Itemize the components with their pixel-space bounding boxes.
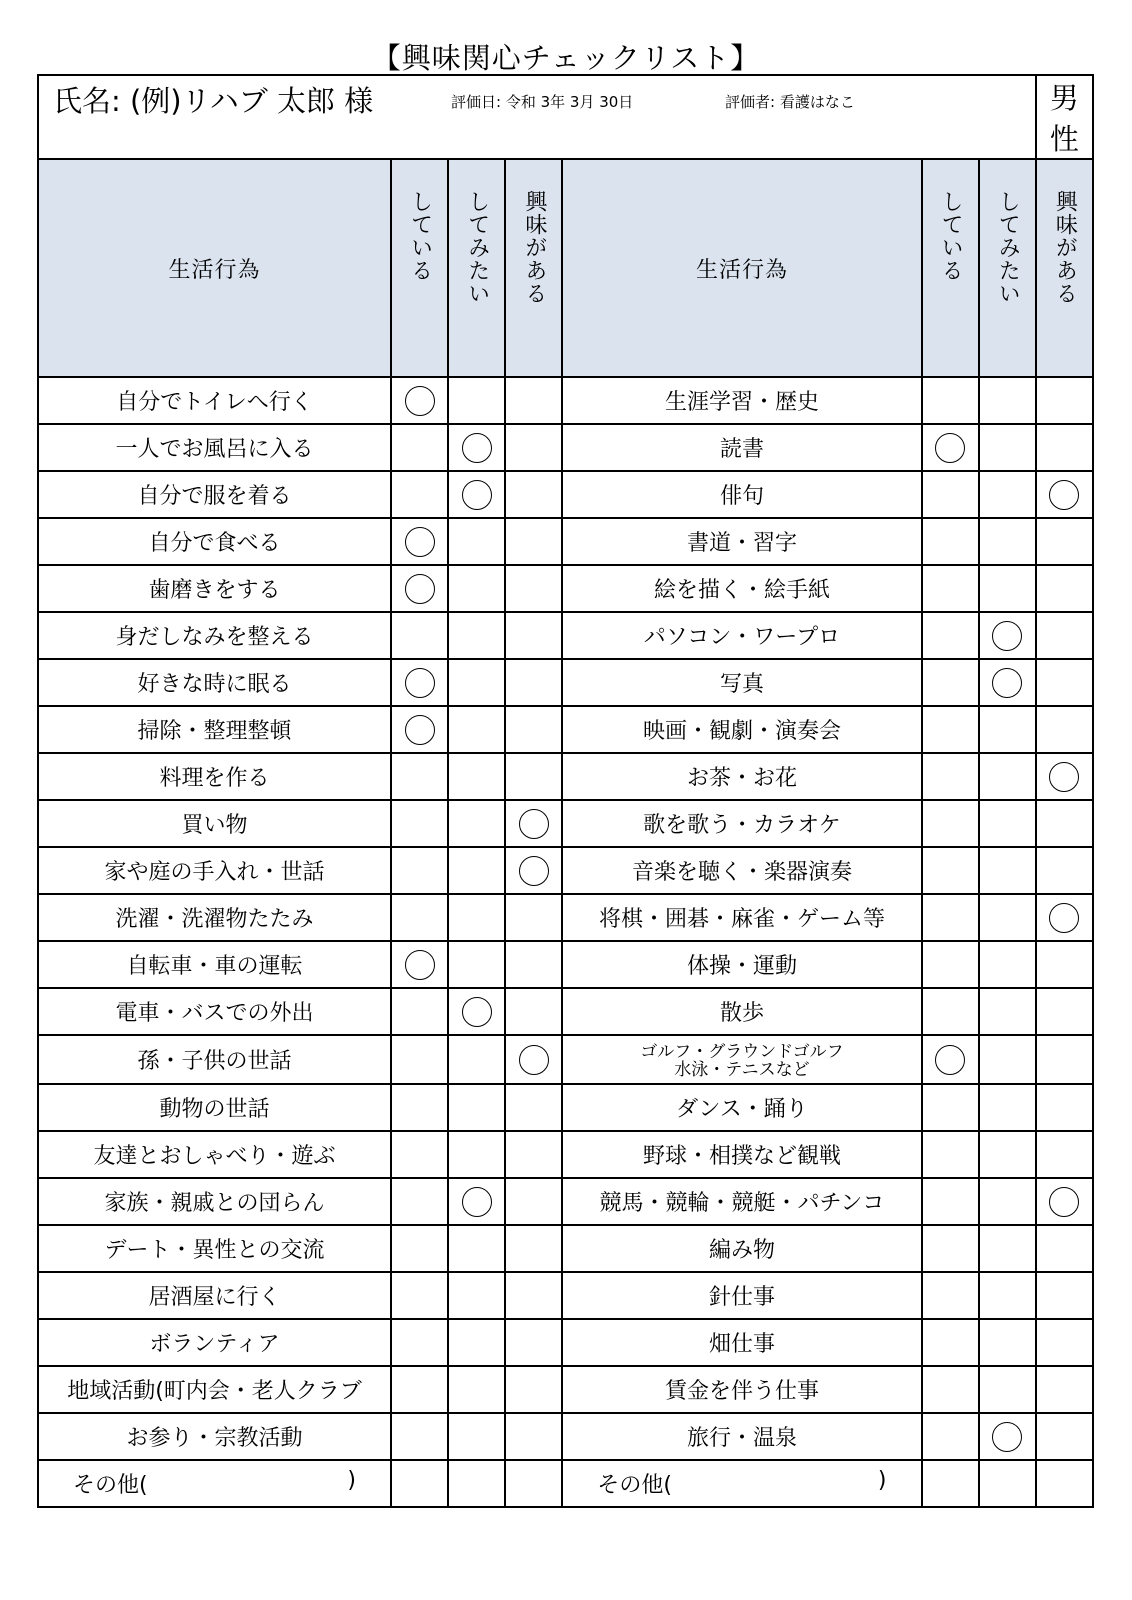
activity-label: 将棋・囲碁・麻雀・ゲーム等 — [562, 894, 921, 941]
doing-check-cell[interactable] — [922, 1178, 979, 1225]
activity-label: 地域活動(町内会・老人クラブ — [38, 1366, 391, 1413]
activity-label: 読書 — [562, 424, 921, 471]
activity-label: 自転車・車の運転 — [38, 941, 391, 988]
table-row — [38, 941, 1093, 988]
want-check-cell[interactable] — [448, 1178, 505, 1225]
want-check-cell[interactable] — [979, 1319, 1036, 1366]
interest-check-cell[interactable] — [1036, 1413, 1093, 1460]
want-check-cell[interactable] — [979, 894, 1036, 941]
activity-label: 音楽を聴く・楽器演奏 — [562, 847, 921, 894]
doing-check-cell[interactable] — [391, 1035, 448, 1084]
doing-check-cell[interactable] — [391, 1225, 448, 1272]
interest-check-cell[interactable] — [1036, 894, 1093, 941]
want-check-cell[interactable] — [979, 1084, 1036, 1131]
doing-check-cell[interactable] — [922, 471, 979, 518]
want-check-cell[interactable] — [979, 988, 1036, 1035]
interest-check-cell[interactable] — [505, 377, 562, 424]
header-row — [38, 159, 1093, 377]
want-check-cell[interactable] — [448, 988, 505, 1035]
doing-check-cell[interactable] — [391, 612, 448, 659]
circle-mark-icon — [1049, 480, 1079, 510]
activity-label: ボランティア — [38, 1319, 391, 1366]
interest-check-cell[interactable] — [505, 1319, 562, 1366]
interest-check-cell[interactable] — [505, 659, 562, 706]
table-row — [38, 659, 1093, 706]
want-header-label: してみたい — [995, 190, 1021, 305]
table-row — [38, 988, 1093, 1035]
want-check-cell[interactable] — [979, 1366, 1036, 1413]
activity-label: パソコン・ワープロ — [562, 612, 921, 659]
want-check-cell[interactable] — [448, 612, 505, 659]
want-check-cell[interactable] — [979, 1035, 1036, 1084]
doing-check-cell[interactable] — [391, 941, 448, 988]
doing-check-cell[interactable] — [391, 1413, 448, 1460]
want-check-cell[interactable] — [979, 565, 1036, 612]
circle-mark-icon — [462, 480, 492, 510]
interest-check-cell[interactable] — [1036, 1272, 1093, 1319]
interest-check-cell[interactable] — [505, 753, 562, 800]
interest-check-cell[interactable] — [505, 424, 562, 471]
interest-header-left — [505, 159, 562, 377]
doing-check-cell[interactable] — [391, 565, 448, 612]
activity-label: 買い物 — [38, 800, 391, 847]
doing-check-cell[interactable] — [922, 1413, 979, 1460]
doing-check-cell[interactable] — [391, 1178, 448, 1225]
doing-header-label: している — [407, 190, 433, 282]
interest-header-right — [1036, 159, 1093, 377]
interest-check-cell[interactable] — [1036, 1319, 1093, 1366]
circle-mark-icon — [519, 856, 549, 886]
want-check-cell[interactable] — [979, 659, 1036, 706]
activity-label — [562, 1460, 921, 1507]
doing-check-cell[interactable] — [391, 518, 448, 565]
want-check-cell[interactable] — [448, 1413, 505, 1460]
doing-check-cell[interactable] — [391, 1460, 448, 1507]
table-row — [38, 1272, 1093, 1319]
doing-check-cell[interactable] — [391, 1319, 448, 1366]
activity-label-line1: ゴルフ・グラウンドゴルフ — [640, 1041, 844, 1062]
want-check-cell[interactable] — [979, 1131, 1036, 1178]
table-row — [38, 1413, 1093, 1460]
circle-mark-icon — [405, 386, 435, 416]
activity-label: 動物の世話 — [38, 1084, 391, 1131]
doing-header-left — [391, 159, 448, 377]
want-header-left — [448, 159, 505, 377]
activity-label: 賃金を伴う仕事 — [562, 1366, 921, 1413]
activity-label: 俳句 — [562, 471, 921, 518]
want-check-cell[interactable] — [979, 753, 1036, 800]
want-check-cell[interactable] — [448, 565, 505, 612]
want-check-cell[interactable] — [448, 424, 505, 471]
activity-label: 電車・バスでの外出 — [38, 988, 391, 1035]
interest-check-cell[interactable] — [505, 1131, 562, 1178]
doing-check-cell[interactable] — [922, 659, 979, 706]
want-check-cell[interactable] — [979, 1413, 1036, 1460]
interest-check-cell[interactable] — [505, 706, 562, 753]
activity-label: 写真 — [562, 659, 921, 706]
evaluation-date: 評価日: 令和 3年 3月 30日 — [451, 93, 634, 111]
interest-check-cell[interactable] — [1036, 1225, 1093, 1272]
table-row — [38, 847, 1093, 894]
doing-check-cell[interactable] — [922, 1272, 979, 1319]
circle-mark-icon — [992, 668, 1022, 698]
want-check-cell[interactable] — [448, 1272, 505, 1319]
activity-label: 友達とおしゃべり・遊ぶ — [38, 1131, 391, 1178]
interest-check-cell[interactable] — [1036, 424, 1093, 471]
interest-check-cell[interactable] — [1036, 1460, 1093, 1507]
doing-check-cell[interactable] — [391, 471, 448, 518]
doing-check-cell[interactable] — [922, 1225, 979, 1272]
activity-label: お参り・宗教活動 — [38, 1413, 391, 1460]
doing-check-cell[interactable] — [391, 377, 448, 424]
doing-check-cell[interactable] — [922, 1084, 979, 1131]
interest-check-cell[interactable] — [505, 565, 562, 612]
want-check-cell[interactable] — [979, 612, 1036, 659]
want-check-cell[interactable] — [448, 753, 505, 800]
activity-label: 自分で食べる — [38, 518, 391, 565]
circle-mark-icon — [992, 1422, 1022, 1452]
interest-check-cell[interactable] — [505, 800, 562, 847]
activity-header-left: 生活行為 — [38, 159, 391, 377]
interest-check-cell[interactable] — [505, 847, 562, 894]
activity-label: 身だしなみを整える — [38, 612, 391, 659]
circle-mark-icon — [935, 1045, 965, 1075]
circle-mark-icon — [519, 809, 549, 839]
doing-check-cell[interactable] — [922, 753, 979, 800]
interest-check-cell[interactable] — [505, 1413, 562, 1460]
other-close-paren: ) — [347, 1468, 357, 1493]
doing-check-cell[interactable] — [391, 800, 448, 847]
want-check-cell[interactable] — [979, 1225, 1036, 1272]
table-row — [38, 377, 1093, 424]
interest-check-cell[interactable] — [1036, 706, 1093, 753]
doing-check-cell[interactable] — [391, 1131, 448, 1178]
other-label: その他( — [73, 1473, 148, 1498]
table-row — [38, 1035, 1093, 1084]
table-row — [38, 894, 1093, 941]
activity-label: 旅行・温泉 — [562, 1413, 921, 1460]
table-row — [38, 800, 1093, 847]
checklist-table — [37, 74, 1094, 1508]
want-header-right — [979, 159, 1036, 377]
circle-mark-icon — [992, 621, 1022, 651]
interest-check-cell[interactable] — [505, 988, 562, 1035]
interest-header-label: 興味がある — [1052, 190, 1078, 305]
page-title: 【興味関心チェックリスト】 — [371, 41, 761, 75]
activity-label: 体操・運動 — [562, 941, 921, 988]
doing-check-cell[interactable] — [922, 941, 979, 988]
interest-check-cell[interactable] — [505, 1035, 562, 1084]
activity-label: 自分で服を着る — [38, 471, 391, 518]
activity-label: 歯磨きをする — [38, 565, 391, 612]
interest-check-cell[interactable] — [505, 941, 562, 988]
table-row — [38, 1131, 1093, 1178]
want-check-cell[interactable] — [448, 659, 505, 706]
doing-check-cell[interactable] — [922, 565, 979, 612]
doing-check-cell[interactable] — [922, 612, 979, 659]
doing-check-cell[interactable] — [922, 800, 979, 847]
activity-header-right: 生活行為 — [562, 159, 921, 377]
interest-check-cell[interactable] — [505, 1272, 562, 1319]
activity-label: 書道・習字 — [562, 518, 921, 565]
other-label: その他( — [597, 1473, 672, 1498]
activity-label — [562, 1035, 921, 1084]
want-check-cell[interactable] — [979, 1272, 1036, 1319]
doing-check-cell[interactable] — [391, 1366, 448, 1413]
interest-check-cell[interactable] — [1036, 941, 1093, 988]
want-check-cell[interactable] — [979, 518, 1036, 565]
doing-check-cell[interactable] — [391, 1272, 448, 1319]
doing-check-cell[interactable] — [922, 894, 979, 941]
evaluator: 評価者: 看護はなこ — [725, 93, 855, 111]
table-row — [38, 753, 1093, 800]
interest-check-cell[interactable] — [1036, 659, 1093, 706]
interest-check-cell[interactable] — [505, 518, 562, 565]
interest-check-cell[interactable] — [1036, 612, 1093, 659]
interest-check-cell[interactable] — [1036, 753, 1093, 800]
want-check-cell[interactable] — [979, 1460, 1036, 1507]
doing-header-right — [922, 159, 979, 377]
circle-mark-icon — [1049, 762, 1079, 792]
circle-mark-icon — [405, 950, 435, 980]
interest-header-label: 興味がある — [521, 190, 547, 305]
circle-mark-icon — [1049, 1187, 1079, 1217]
activity-label-line2: 水泳・テニスなど — [674, 1059, 810, 1080]
doing-check-cell[interactable] — [391, 753, 448, 800]
info-row — [38, 75, 1093, 159]
want-header-label: してみたい — [464, 190, 490, 305]
activity-label — [38, 1460, 391, 1507]
want-check-cell[interactable] — [448, 894, 505, 941]
interest-check-cell[interactable] — [1036, 988, 1093, 1035]
interest-check-cell[interactable] — [1036, 377, 1093, 424]
want-check-cell[interactable] — [979, 706, 1036, 753]
interest-check-cell[interactable] — [505, 1084, 562, 1131]
table-row — [38, 1225, 1093, 1272]
want-check-cell[interactable] — [979, 1178, 1036, 1225]
doing-check-cell[interactable] — [922, 1035, 979, 1084]
activity-label: 針仕事 — [562, 1272, 921, 1319]
table-row — [38, 518, 1093, 565]
activity-label: 一人でお風呂に入る — [38, 424, 391, 471]
doing-check-cell[interactable] — [922, 377, 979, 424]
gender: 男性 — [1036, 75, 1093, 159]
doing-check-cell[interactable] — [922, 518, 979, 565]
doing-check-cell[interactable] — [391, 424, 448, 471]
activity-label: 孫・子供の世話 — [38, 1035, 391, 1084]
circle-mark-icon — [462, 1187, 492, 1217]
doing-check-cell[interactable] — [391, 847, 448, 894]
doing-check-cell[interactable] — [391, 659, 448, 706]
circle-mark-icon — [462, 433, 492, 463]
interest-check-cell[interactable] — [1036, 471, 1093, 518]
activity-label: 居酒屋に行く — [38, 1272, 391, 1319]
person-name: 氏名: (例)リハブ 太郎 様 — [53, 84, 374, 118]
activity-label: 野球・相撲など観戦 — [562, 1131, 921, 1178]
activity-label: お茶・お花 — [562, 753, 921, 800]
want-check-cell[interactable] — [448, 1225, 505, 1272]
want-check-cell[interactable] — [448, 941, 505, 988]
doing-check-cell[interactable] — [922, 847, 979, 894]
want-check-cell[interactable] — [448, 1035, 505, 1084]
want-check-cell[interactable] — [979, 471, 1036, 518]
interest-check-cell[interactable] — [505, 1225, 562, 1272]
table-row — [38, 1084, 1093, 1131]
interest-check-cell[interactable] — [505, 471, 562, 518]
doing-check-cell[interactable] — [391, 1084, 448, 1131]
activity-label: ダンス・踊り — [562, 1084, 921, 1131]
table-row — [38, 1366, 1093, 1413]
doing-check-cell[interactable] — [391, 894, 448, 941]
want-check-cell[interactable] — [448, 518, 505, 565]
interest-check-cell[interactable] — [1036, 565, 1093, 612]
interest-check-cell[interactable] — [1036, 518, 1093, 565]
want-check-cell[interactable] — [979, 424, 1036, 471]
interest-check-cell[interactable] — [1036, 1131, 1093, 1178]
doing-check-cell[interactable] — [922, 1319, 979, 1366]
doing-check-cell[interactable] — [922, 424, 979, 471]
circle-mark-icon — [405, 715, 435, 745]
interest-check-cell[interactable] — [505, 894, 562, 941]
interest-check-cell[interactable] — [505, 612, 562, 659]
interest-check-cell[interactable] — [1036, 1178, 1093, 1225]
table-row — [38, 612, 1093, 659]
want-check-cell[interactable] — [448, 847, 505, 894]
activity-label: デート・異性との交流 — [38, 1225, 391, 1272]
want-check-cell[interactable] — [979, 377, 1036, 424]
doing-check-cell[interactable] — [922, 706, 979, 753]
info-cell — [38, 75, 1036, 159]
want-check-cell[interactable] — [448, 1131, 505, 1178]
want-check-cell[interactable] — [448, 706, 505, 753]
activity-label: 映画・観劇・演奏会 — [562, 706, 921, 753]
want-check-cell[interactable] — [448, 1460, 505, 1507]
want-check-cell[interactable] — [979, 847, 1036, 894]
interest-check-cell[interactable] — [505, 1366, 562, 1413]
interest-check-cell[interactable] — [505, 1178, 562, 1225]
doing-check-cell[interactable] — [922, 1366, 979, 1413]
circle-mark-icon — [462, 997, 492, 1027]
doing-check-cell[interactable] — [922, 988, 979, 1035]
activity-label: 掃除・整理整頓 — [38, 706, 391, 753]
activity-label: 洗濯・洗濯物たたみ — [38, 894, 391, 941]
circle-mark-icon — [405, 668, 435, 698]
activity-label: 生涯学習・歴史 — [562, 377, 921, 424]
table-row — [38, 1460, 1093, 1507]
circle-mark-icon — [405, 527, 435, 557]
circle-mark-icon — [405, 574, 435, 604]
table-row — [38, 471, 1093, 518]
other-close-paren: ) — [877, 1468, 887, 1493]
table-row — [38, 565, 1093, 612]
interest-check-cell[interactable] — [1036, 847, 1093, 894]
interest-check-cell[interactable] — [1036, 1035, 1093, 1084]
interest-check-cell[interactable] — [505, 1460, 562, 1507]
want-check-cell[interactable] — [979, 800, 1036, 847]
activity-label: 料理を作る — [38, 753, 391, 800]
interest-check-cell[interactable] — [1036, 800, 1093, 847]
activity-label: 家や庭の手入れ・世話 — [38, 847, 391, 894]
circle-mark-icon — [935, 433, 965, 463]
doing-check-cell[interactable] — [922, 1131, 979, 1178]
checklist-body — [38, 377, 1093, 1507]
want-check-cell[interactable] — [979, 941, 1036, 988]
table-row — [38, 1178, 1093, 1225]
want-check-cell[interactable] — [448, 1319, 505, 1366]
doing-check-cell[interactable] — [922, 1460, 979, 1507]
activity-label: 畑仕事 — [562, 1319, 921, 1366]
doing-check-cell[interactable] — [391, 988, 448, 1035]
circle-mark-icon — [519, 1045, 549, 1075]
circle-mark-icon — [1049, 903, 1079, 933]
doing-check-cell[interactable] — [391, 706, 448, 753]
activity-label: 絵を描く・絵手紙 — [562, 565, 921, 612]
interest-check-cell[interactable] — [1036, 1084, 1093, 1131]
activity-label: 歌を歌う・カラオケ — [562, 800, 921, 847]
want-check-cell[interactable] — [448, 377, 505, 424]
table-row — [38, 424, 1093, 471]
activity-label: 好きな時に眠る — [38, 659, 391, 706]
want-check-cell[interactable] — [448, 800, 505, 847]
activity-label: 家族・親戚との団らん — [38, 1178, 391, 1225]
doing-header-label: している — [938, 190, 964, 282]
want-check-cell[interactable] — [448, 471, 505, 518]
activity-label: 自分でトイレへ行く — [38, 377, 391, 424]
table-row — [38, 706, 1093, 753]
activity-label: 散歩 — [562, 988, 921, 1035]
want-check-cell[interactable] — [448, 1366, 505, 1413]
activity-label: 編み物 — [562, 1225, 921, 1272]
table-row — [38, 1319, 1093, 1366]
activity-label: 競馬・競輪・競艇・パチンコ — [562, 1178, 921, 1225]
interest-check-cell[interactable] — [1036, 1366, 1093, 1413]
want-check-cell[interactable] — [448, 1084, 505, 1131]
